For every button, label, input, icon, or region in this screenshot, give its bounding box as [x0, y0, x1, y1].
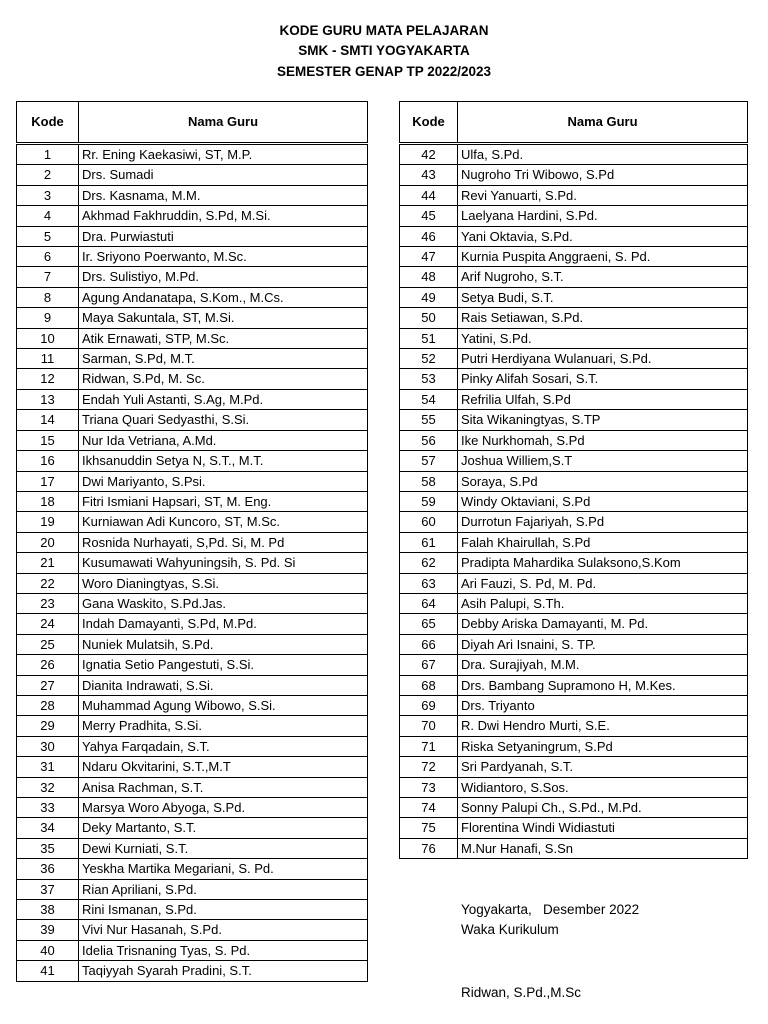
table-row: [17, 757, 368, 777]
teacher-code: 37: [17, 879, 79, 899]
teacher-code: 57: [400, 451, 458, 471]
teacher-code: 49: [400, 287, 458, 307]
teacher-name: Falah Khairullah, S.Pd: [458, 532, 748, 552]
teacher-code: 51: [400, 328, 458, 348]
teacher-name: Ignatia Setio Pangestuti, S.Si.: [79, 655, 368, 675]
teacher-name: Drs. Triyanto: [458, 695, 748, 715]
teacher-name: Yani Oktavia, S.Pd.: [458, 226, 748, 246]
teacher-code: 32: [17, 777, 79, 797]
teacher-code: 53: [400, 369, 458, 389]
teacher-code: 68: [400, 675, 458, 695]
teacher-name: Nur Ida Vetriana, A.Md.: [79, 430, 368, 450]
teacher-code: 58: [400, 471, 458, 491]
column-header-nama: Nama Guru: [79, 102, 368, 144]
teacher-name: Nuniek Mulatsih, S.Pd.: [79, 634, 368, 654]
teacher-code: 56: [400, 430, 458, 450]
table-row: [17, 553, 368, 573]
teacher-name: Diyah Ari Isnaini, S. TP.: [458, 634, 748, 654]
table-row: [17, 838, 368, 858]
teacher-name: Rian Apriliani, S.Pd.: [79, 879, 368, 899]
school-name: SMK - SMTI YOGYAKARTA: [298, 43, 470, 58]
teacher-name: Rais Setiawan, S.Pd.: [458, 308, 748, 328]
teacher-code: 66: [400, 634, 458, 654]
table-row: [400, 634, 748, 654]
signature-place-date: Yogyakarta, Desember 2022: [461, 902, 640, 917]
table-row: [17, 532, 368, 552]
teacher-name: Woro Dianingtyas, S.Si.: [79, 573, 368, 593]
table-row: [400, 614, 748, 634]
table-row: [400, 491, 748, 511]
teacher-name: Fitri Ismiani Hapsari, ST, M. Eng.: [79, 491, 368, 511]
teacher-code: 20: [17, 532, 79, 552]
table-row: [400, 695, 748, 715]
teacher-name: Asih Palupi, S.Th.: [458, 593, 748, 613]
teacher-code: 7: [17, 267, 79, 287]
table-row: [17, 798, 368, 818]
teacher-code: 47: [400, 247, 458, 267]
teacher-name: Sita Wikaningtyas, S.TP: [458, 410, 748, 430]
table-row: [400, 226, 748, 246]
teacher-name: Yeskha Martika Megariani, S. Pd.: [79, 859, 368, 879]
teacher-name: Putri Herdiyana Wulanuari, S.Pd.: [458, 349, 748, 369]
teacher-name: Dianita Indrawati, S.Si.: [79, 675, 368, 695]
table-row: [400, 410, 748, 430]
teacher-code: 41: [17, 961, 79, 981]
teacher-code: 62: [400, 553, 458, 573]
teacher-name: Vivi Nur Hasanah, S.Pd.: [79, 920, 368, 940]
table-row: [17, 389, 368, 409]
teacher-name: Debby Ariska Damayanti, M. Pd.: [458, 614, 748, 634]
document-title: KODE GURU MATA PELAJARAN: [279, 23, 489, 38]
teacher-name: Florentina Windi Widiastuti: [458, 818, 748, 838]
teacher-code: 69: [400, 695, 458, 715]
table-row: [17, 185, 368, 205]
teacher-code: 4: [17, 206, 79, 226]
teacher-code: 9: [17, 308, 79, 328]
teacher-code: 14: [17, 410, 79, 430]
teacher-name: Yatini, S.Pd.: [458, 328, 748, 348]
column-header-nama: Nama Guru: [458, 102, 748, 144]
semester-label: SEMESTER GENAP TP 2022/2023: [276, 64, 492, 79]
teacher-code: 3: [17, 185, 79, 205]
table-row: [17, 961, 368, 981]
teacher-name: Ndaru Okvitarini, S.T.,M.T: [79, 757, 368, 777]
teacher-code: 64: [400, 593, 458, 613]
teacher-name: Setya Budi, S.T.: [458, 287, 748, 307]
teacher-name: Maya Sakuntala, ST, M.Si.: [79, 308, 368, 328]
teacher-name: Arif Nugroho, S.T.: [458, 267, 748, 287]
table-row: [400, 512, 748, 532]
table-row: [400, 389, 748, 409]
teacher-name: Muhammad Agung Wibowo, S.Si.: [79, 695, 368, 715]
teacher-code: 24: [17, 614, 79, 634]
teacher-code: 75: [400, 818, 458, 838]
teacher-code: 36: [17, 859, 79, 879]
teacher-name: Rosnida Nurhayati, S,Pd. Si, M. Pd: [79, 532, 368, 552]
table-row: [17, 634, 368, 654]
table-row: [17, 247, 368, 267]
teacher-name: Marsya Woro Abyoga, S.Pd.: [79, 798, 368, 818]
table-row: [400, 553, 748, 573]
table-row: [400, 165, 748, 185]
teacher-name: Drs. Sumadi: [79, 165, 368, 185]
teacher-name: Ridwan, S.Pd, M. Sc.: [79, 369, 368, 389]
teacher-name: Dra. Surajiyah, M.M.: [458, 655, 748, 675]
teacher-name: Pradipta Mahardika Sulaksono,S.Kom: [458, 553, 748, 573]
table-row: [400, 573, 748, 593]
table-row: [400, 308, 748, 328]
teacher-table-right: [399, 101, 748, 859]
table-row: [17, 328, 368, 348]
teacher-name: Agung Andanatapa, S.Kom., M.Cs.: [79, 287, 368, 307]
teacher-code: 10: [17, 328, 79, 348]
teacher-code: 38: [17, 900, 79, 920]
teacher-code: 74: [400, 798, 458, 818]
teacher-name: Taqiyyah Syarah Pradini, S.T.: [79, 961, 368, 981]
table-row: [17, 226, 368, 246]
teacher-name: Rr. Ening Kaekasiwi, ST, M.P.: [79, 144, 368, 165]
teacher-code: 21: [17, 553, 79, 573]
teacher-code: 76: [400, 838, 458, 858]
teacher-code: 6: [17, 247, 79, 267]
table-row: [400, 451, 748, 471]
table-row: [400, 349, 748, 369]
table-row: [400, 430, 748, 450]
teacher-name: Ulfa, S.Pd.: [458, 144, 748, 165]
table-row: [17, 655, 368, 675]
teacher-name: Ike Nurkhomah, S.Pd: [458, 430, 748, 450]
teacher-name: Revi Yanuarti, S.Pd.: [458, 185, 748, 205]
teacher-code: 18: [17, 491, 79, 511]
teacher-code: 43: [400, 165, 458, 185]
teacher-name: Idelia Trisnaning Tyas, S. Pd.: [79, 940, 368, 960]
table-row: [400, 267, 748, 287]
teacher-name: Pinky Alifah Sosari, S.T.: [458, 369, 748, 389]
table-row: [17, 451, 368, 471]
table-row: [17, 349, 368, 369]
table-row: [17, 675, 368, 695]
table-row: [400, 716, 748, 736]
teacher-name: Sri Pardyanah, S.T.: [458, 757, 748, 777]
table-row: [17, 593, 368, 613]
table-row: [400, 838, 748, 858]
teacher-code: 34: [17, 818, 79, 838]
teacher-code: 73: [400, 777, 458, 797]
teacher-name: Drs. Kasnama, M.M.: [79, 185, 368, 205]
teacher-name: Anisa Rachman, S.T.: [79, 777, 368, 797]
teacher-code: 8: [17, 287, 79, 307]
teacher-name: Rini Ismanan, S.Pd.: [79, 900, 368, 920]
table-row: [17, 736, 368, 756]
table-row: [17, 410, 368, 430]
teacher-code: 19: [17, 512, 79, 532]
teacher-code: 2: [17, 165, 79, 185]
table-row: [400, 185, 748, 205]
teacher-code: 35: [17, 838, 79, 858]
teacher-name: Dra. Purwiastuti: [79, 226, 368, 246]
teacher-code: 31: [17, 757, 79, 777]
teacher-name: R. Dwi Hendro Murti, S.E.: [458, 716, 748, 736]
teacher-name: Kurniawan Adi Kuncoro, ST, M.Sc.: [79, 512, 368, 532]
table-row: [400, 369, 748, 389]
table-row: [400, 471, 748, 491]
teacher-name: Drs. Sulistiyo, M.Pd.: [79, 267, 368, 287]
teacher-name: Akhmad Fakhruddin, S.Pd, M.Si.: [79, 206, 368, 226]
table-row: [17, 144, 368, 165]
teacher-name: Sonny Palupi Ch., S.Pd., M.Pd.: [458, 798, 748, 818]
table-row: [400, 798, 748, 818]
teacher-name: Merry Pradhita, S.Si.: [79, 716, 368, 736]
teacher-name: Joshua Williem,S.T: [458, 451, 748, 471]
teacher-code: 72: [400, 757, 458, 777]
table-row: [17, 267, 368, 287]
teacher-code: 23: [17, 593, 79, 613]
teacher-code: 50: [400, 308, 458, 328]
table-row: [17, 369, 368, 389]
table-row: [400, 206, 748, 226]
table-row: [17, 859, 368, 879]
teacher-name: M.Nur Hanafi, S.Sn: [458, 838, 748, 858]
table-row: [400, 247, 748, 267]
table-row: [17, 287, 368, 307]
teacher-name: Durrotun Fajariyah, S.Pd: [458, 512, 748, 532]
teacher-name: Widiantoro, S.Sos.: [458, 777, 748, 797]
teacher-code: 39: [17, 920, 79, 940]
teacher-code: 60: [400, 512, 458, 532]
teacher-name: Atik Ernawati, STP, M.Sc.: [79, 328, 368, 348]
teacher-code: 25: [17, 634, 79, 654]
teacher-code: 52: [400, 349, 458, 369]
teacher-code: 16: [17, 451, 79, 471]
teacher-name: Ari Fauzi, S. Pd, M. Pd.: [458, 573, 748, 593]
table-row: [17, 879, 368, 899]
teacher-code: 11: [17, 349, 79, 369]
signature-role: Waka Kurikulum: [461, 922, 559, 937]
teacher-code: 44: [400, 185, 458, 205]
teacher-name: Dewi Kurniati, S.T.: [79, 838, 368, 858]
table-row: [400, 655, 748, 675]
teacher-name: Yahya Farqadain, S.T.: [79, 736, 368, 756]
table-row: [400, 287, 748, 307]
teacher-code: 27: [17, 675, 79, 695]
signature-name: Ridwan, S.Pd.,M.Sc: [461, 985, 582, 1000]
teacher-name: Laelyana Hardini, S.Pd.: [458, 206, 748, 226]
teacher-name: Endah Yuli Astanti, S.Ag, M.Pd.: [79, 389, 368, 409]
table-row: [17, 695, 368, 715]
teacher-name: Ikhsanuddin Setya N, S.T., M.T.: [79, 451, 368, 471]
table-row: [17, 165, 368, 185]
teacher-code: 33: [17, 798, 79, 818]
teacher-code: 63: [400, 573, 458, 593]
teacher-code: 55: [400, 410, 458, 430]
table-row: [17, 920, 368, 940]
teacher-code: 22: [17, 573, 79, 593]
teacher-name: Deky Martanto, S.T.: [79, 818, 368, 838]
teacher-name: Riska Setyaningrum, S.Pd: [458, 736, 748, 756]
table-row: [400, 675, 748, 695]
teacher-code: 13: [17, 389, 79, 409]
teacher-code: 45: [400, 206, 458, 226]
table-row: [17, 818, 368, 838]
table-row: [17, 471, 368, 491]
table-row: [400, 532, 748, 552]
teacher-code: 46: [400, 226, 458, 246]
teacher-code: 28: [17, 695, 79, 715]
table-row: [400, 757, 748, 777]
teacher-name: Drs. Bambang Supramono H, M.Kes.: [458, 675, 748, 695]
teacher-name: Refrilia Ulfah, S.Pd: [458, 389, 748, 409]
table-row: [400, 818, 748, 838]
teacher-code: 70: [400, 716, 458, 736]
table-row: [17, 512, 368, 532]
table-row: [400, 736, 748, 756]
teacher-name: Dwi Mariyanto, S.Psi.: [79, 471, 368, 491]
teacher-code: 65: [400, 614, 458, 634]
table-row: [17, 491, 368, 511]
table-row: [17, 430, 368, 450]
teacher-name: Triana Quari Sedyasthi, S.Si.: [79, 410, 368, 430]
teacher-name: Sarman, S.Pd, M.T.: [79, 349, 368, 369]
table-row: [17, 716, 368, 736]
teacher-code: 40: [17, 940, 79, 960]
teacher-name: Gana Waskito, S.Pd.Jas.: [79, 593, 368, 613]
teacher-name: Windy Oktaviani, S.Pd: [458, 491, 748, 511]
table-row: [17, 940, 368, 960]
teacher-name: Nugroho Tri Wibowo, S.Pd: [458, 165, 748, 185]
teacher-code: 61: [400, 532, 458, 552]
table-row: [400, 777, 748, 797]
table-row: [17, 900, 368, 920]
teacher-code: 29: [17, 716, 79, 736]
teacher-code: 1: [17, 144, 79, 165]
table-row: [400, 144, 748, 165]
teacher-code: 30: [17, 736, 79, 756]
table-row: [17, 777, 368, 797]
table-row: [17, 614, 368, 634]
teacher-code: 15: [17, 430, 79, 450]
teacher-name: Indah Damayanti, S.Pd, M.Pd.: [79, 614, 368, 634]
teacher-code: 71: [400, 736, 458, 756]
table-row: [17, 573, 368, 593]
teacher-code: 26: [17, 655, 79, 675]
teacher-table-left: [16, 101, 368, 982]
teacher-code: 42: [400, 144, 458, 165]
column-header-kode: Kode: [17, 102, 79, 144]
teacher-code: 17: [17, 471, 79, 491]
table-row: [17, 308, 368, 328]
teacher-name: Ir. Sriyono Poerwanto, M.Sc.: [79, 247, 368, 267]
column-header-kode: Kode: [400, 102, 458, 144]
table-row: [400, 593, 748, 613]
teacher-code: 5: [17, 226, 79, 246]
teacher-name: Soraya, S.Pd: [458, 471, 748, 491]
teacher-name: Kurnia Puspita Anggraeni, S. Pd.: [458, 247, 748, 267]
teacher-code: 59: [400, 491, 458, 511]
teacher-code: 48: [400, 267, 458, 287]
table-row: [400, 328, 748, 348]
teacher-name: Kusumawati Wahyuningsih, S. Pd. Si: [79, 553, 368, 573]
teacher-code: 67: [400, 655, 458, 675]
table-row: [17, 206, 368, 226]
teacher-code: 54: [400, 389, 458, 409]
teacher-code: 12: [17, 369, 79, 389]
